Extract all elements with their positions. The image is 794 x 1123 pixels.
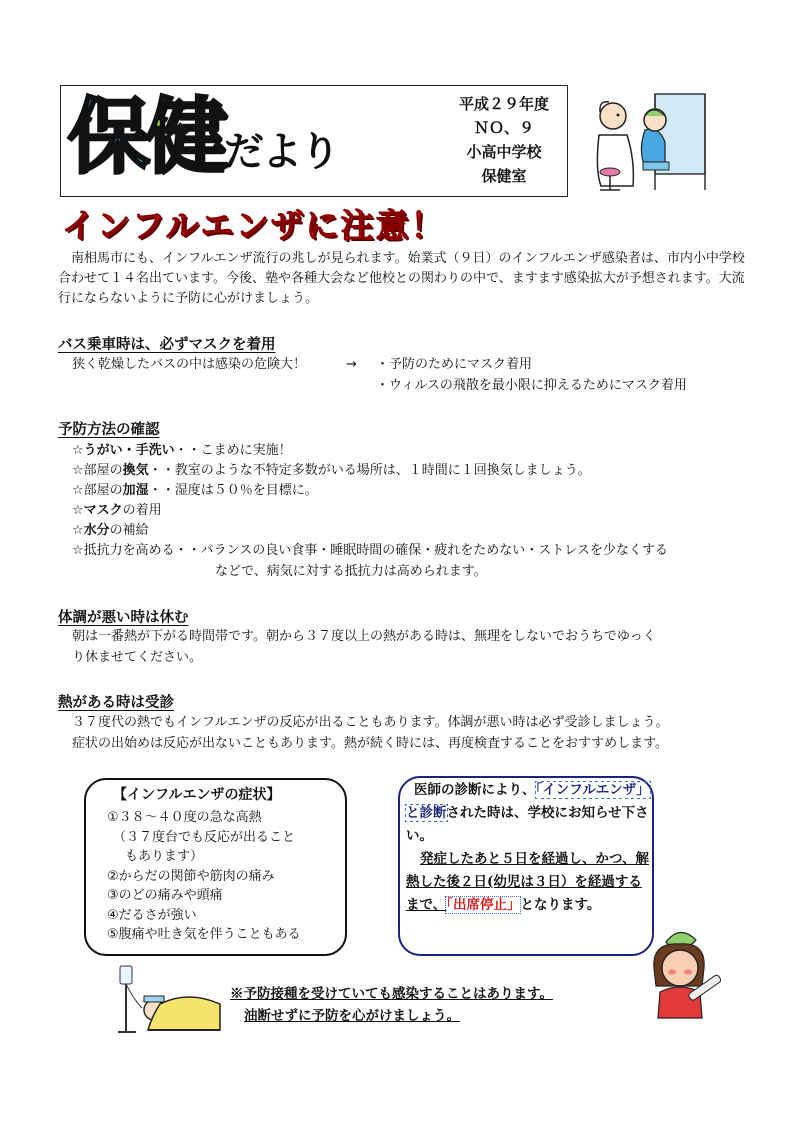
star-icon: ☆ xyxy=(72,443,84,458)
prevention-key: 水分 xyxy=(83,523,110,538)
prevention-key: 換気 xyxy=(122,463,149,478)
bus-risk-text: 狭く乾燥したバスの中は感染の危険大！ xyxy=(72,357,307,372)
prevention-detail: ・・湿度は５０％を目標に。 xyxy=(148,483,318,498)
notice-part: となります。 xyxy=(520,897,601,913)
symptom-item: ⑤腹痛や吐き気を伴うこともある xyxy=(107,927,301,942)
issue-year: 平成２９年度 xyxy=(458,95,549,113)
arrow-icon: → xyxy=(346,357,357,372)
logo-dayori: だより xyxy=(224,129,339,175)
notice-highlight-influenza: 「インフルエンザ」と診断 xyxy=(406,782,650,821)
diagnosis-notice-text xyxy=(406,779,652,917)
vaccination-note xyxy=(230,983,553,1027)
symptom-item: ②からだの関節や筋肉の痛み xyxy=(107,868,275,884)
prevention-detail: の補給 xyxy=(109,523,149,538)
fever-text-line1: ３７度代の熱でもインフルエンザの反応が出ることもあります。体調が悪い時は必ず受診しましょう。 xyxy=(72,715,669,730)
star-icon: ☆ xyxy=(72,463,84,478)
newsletter-logo xyxy=(68,88,448,196)
rest-text-line2: り休ませてください。 xyxy=(72,650,203,665)
issue-info xyxy=(448,92,560,188)
symptom-item: ④だるさが強い xyxy=(107,907,197,923)
office-name: 保健室 xyxy=(481,167,527,185)
prevention-key: 加湿 xyxy=(122,483,149,498)
section-heading-bus-mask: バス乗車時は、必ずマスクを着用 xyxy=(58,337,276,353)
vaccination-note-line2: 油断せずに予防を心がけましょう。 xyxy=(244,1008,460,1024)
logo-char-ken: 健 xyxy=(146,90,225,185)
prevention-detail: 抵抗力を高める・・バランスの良い食事・睡眠時間の確保・疲れをためない・ストレスを少なくする xyxy=(83,543,668,558)
sick-child-in-bed-illustration xyxy=(108,960,226,1038)
star-icon: ☆ xyxy=(72,483,84,498)
prevention-prefix: 部屋の xyxy=(83,483,123,498)
prevention-item-water xyxy=(72,521,149,541)
section-heading-rest: 体調が悪い時は休む xyxy=(58,610,189,626)
symptom-item: （３７度台でも反応が出ること xyxy=(113,829,296,845)
star-icon: ☆ xyxy=(72,543,84,558)
prevention-item-resistance xyxy=(72,541,668,561)
bus-point-1: ・予防のためにマスク着用 xyxy=(376,357,533,372)
headline-influenza-warning: インフルエンザに注意！ xyxy=(62,206,446,245)
prevention-detail: ・・教室のような不特定多数がいる場所は、１時間に１回換気しましょう。 xyxy=(148,463,591,478)
fever-text-line2: 症状の出始めは反応が出ないこともあります。熱が続く時には、再度検査することをおすすめします。 xyxy=(72,736,669,751)
school-name: 小高中学校 xyxy=(466,143,542,161)
symptom-item: ③のどの痛みや頭痛 xyxy=(107,888,223,903)
star-icon: ☆ xyxy=(72,503,84,518)
prevention-item-mask xyxy=(72,501,162,521)
doctor-examining-child-illustration xyxy=(585,90,710,195)
notice-part: 発症したあと５日を経過し、かつ、解熱した後２日(幼児は３日）を経過するまで、 xyxy=(406,851,649,913)
star-icon: ☆ xyxy=(72,523,84,538)
notice-part: 医師の診断により、 xyxy=(414,782,536,798)
notice-part: された時は、学校にお知らせ下さい。 xyxy=(406,805,649,844)
section-heading-fever: 熱がある時は受診 xyxy=(58,695,174,711)
rest-text-line1: 朝は一番熱が下がる時間帯です。朝から３７度以上の熱がある時は、無理をしないでおうちでゆっく xyxy=(72,629,656,644)
bus-point-2: ・ウィルスの飛散を最小限に抑えるためにマスク着用 xyxy=(376,378,687,393)
prevention-item-ventilation xyxy=(72,461,591,481)
prevention-detail: の着用 xyxy=(122,503,162,518)
logo-char-ho: 保 xyxy=(68,90,147,185)
vaccination-note-line1: ※予防接種を受けていても感染することはあります。 xyxy=(230,986,553,1002)
prevention-continuation: などで、病気に対する抵抗力は高められます。 xyxy=(215,564,487,579)
prevention-detail: ・・こまめに実施！ xyxy=(174,443,292,458)
notice-highlight-suspension: 「出席停止」 xyxy=(446,897,521,913)
prevention-key: うがい・手洗い xyxy=(83,443,175,458)
section-heading-prevention: 予防方法の確認 xyxy=(58,422,160,438)
symptom-item: もあります） xyxy=(125,849,204,864)
symptoms-list xyxy=(107,808,301,945)
intro-paragraph: 南相馬市にも、インフルエンザ流行の兆しが見られます。始業式（９日）のインフルエンザ感染者は、市内小中学校合わせて１４名出ています。今後、塾や各種大会など他校との関わりの中で、ますます感染拡大が予想されます。大流行にならないように予防に心がけましょう。 xyxy=(58,251,745,306)
prevention-item-humidity xyxy=(72,481,318,501)
symptom-item: ①３８～４０度の急な高熱 xyxy=(107,810,262,825)
prevention-key: マスク xyxy=(83,503,123,518)
issue-number: ＮＯ、９ xyxy=(473,119,534,137)
prevention-item-gargle xyxy=(72,441,292,461)
feverish-girl-illustration xyxy=(640,922,728,1022)
prevention-prefix: 部屋の xyxy=(83,463,123,478)
symptoms-title: 【インフルエンザの症状】 xyxy=(113,787,281,803)
